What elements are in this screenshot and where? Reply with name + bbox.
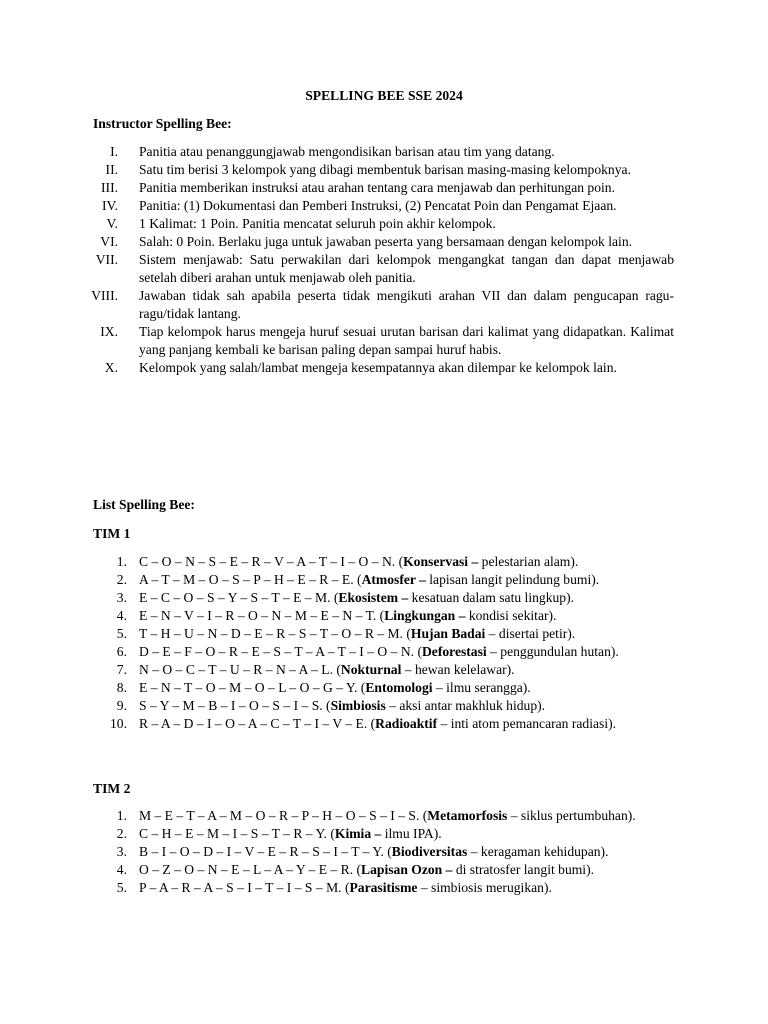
item-number: 8. bbox=[116, 680, 127, 695]
keyword: Atmosfer – bbox=[361, 572, 426, 587]
rule-item bbox=[0, 197, 768, 215]
rules-list bbox=[0, 143, 768, 377]
spelling-item bbox=[0, 861, 768, 879]
item-number: 2. bbox=[116, 826, 127, 841]
spelled-letters: S – Y – M – B – I – O – S – I – S. ( bbox=[139, 698, 331, 713]
item-number: 1. bbox=[116, 554, 127, 569]
spelling-item bbox=[0, 825, 768, 843]
definition: ilmu IPA). bbox=[381, 826, 442, 841]
rule-number: VII. bbox=[95, 252, 118, 267]
item-number: 3. bbox=[116, 590, 127, 605]
item-text bbox=[139, 643, 674, 661]
definition: – inti atom pemancaran radiasi). bbox=[437, 716, 617, 731]
item-text bbox=[139, 715, 674, 733]
rule-item bbox=[0, 359, 768, 377]
spelling-item bbox=[0, 679, 768, 697]
item-number: 5. bbox=[116, 880, 127, 895]
rule-text: 1 Kalimat: 1 Poin. Panitia mencatat seluruh poin akhir kelompok. bbox=[139, 216, 496, 231]
list-heading: List Spelling Bee: bbox=[93, 497, 195, 512]
rule-number: IV. bbox=[102, 198, 118, 213]
spelled-letters: T – H – U – N – D – E – R – S – T – O – R – M. ( bbox=[139, 626, 411, 641]
tim1-word-list bbox=[0, 553, 768, 733]
spelling-item bbox=[0, 643, 768, 661]
keyword: Lapisan Ozon – bbox=[361, 862, 453, 877]
rule-number: II. bbox=[105, 162, 118, 177]
definition: pelestarian alam). bbox=[478, 554, 579, 569]
spelled-letters: B – I – O – D – I – V – E – R – S – I – T – Y. ( bbox=[139, 844, 392, 859]
rule-item bbox=[0, 143, 768, 161]
item-text bbox=[139, 625, 674, 643]
item-text bbox=[139, 661, 674, 679]
rule-number: III. bbox=[101, 180, 118, 195]
item-text bbox=[139, 553, 674, 571]
tim2-heading: TIM 2 bbox=[93, 781, 131, 796]
spelling-item bbox=[0, 879, 768, 897]
rule-item bbox=[0, 251, 768, 287]
rule-number: IX. bbox=[100, 324, 118, 339]
keyword: Hujan Badai bbox=[410, 626, 486, 641]
keyword: Parasitisme bbox=[349, 880, 418, 895]
definition: – keragaman kehidupan). bbox=[467, 844, 609, 859]
spelled-letters: P – A – R – A – S – I – T – I – S – M. ( bbox=[139, 880, 350, 895]
keyword: Deforestasi bbox=[421, 644, 487, 659]
spelling-item bbox=[0, 571, 768, 589]
keyword: Entomologi bbox=[365, 680, 433, 695]
rule-item bbox=[0, 323, 768, 359]
rule-item bbox=[0, 287, 768, 323]
item-text bbox=[139, 825, 674, 843]
keyword: Nokturnal bbox=[340, 662, 402, 677]
item-text bbox=[139, 589, 674, 607]
definition: – hewan kelelawar). bbox=[401, 662, 515, 677]
definition: lapisan langit pelindung bumi). bbox=[425, 572, 600, 587]
item-text bbox=[139, 843, 674, 861]
keyword: Konservasi – bbox=[403, 554, 479, 569]
rule-item bbox=[0, 215, 768, 233]
spelling-item bbox=[0, 807, 768, 825]
item-number: 7. bbox=[116, 662, 127, 677]
spelling-item bbox=[0, 661, 768, 679]
rule-text: Satu tim berisi 3 kelompok yang dibagi membentuk barisan masing-masing kelompoknya. bbox=[139, 162, 631, 177]
tim1-heading: TIM 1 bbox=[93, 526, 131, 541]
definition: di stratosfer langit bumi). bbox=[452, 862, 595, 877]
rule-item bbox=[0, 161, 768, 179]
rule-text: Salah: 0 Poin. Berlaku juga untuk jawaban peserta yang bersamaan dengan kelompok lain. bbox=[139, 234, 633, 249]
item-text bbox=[139, 861, 674, 879]
item-text bbox=[139, 879, 674, 897]
definition: – simbiosis merugikan). bbox=[417, 880, 552, 895]
spelling-item bbox=[0, 607, 768, 625]
definition: – ilmu serangga). bbox=[432, 680, 531, 695]
spelled-letters: D – E – F – O – R – E – S – T – A – T – I – O – N. ( bbox=[139, 644, 422, 659]
rule-text: Tiap kelompok harus mengeja huruf sesuai urutan barisan dari kalimat yang didapatkan. Kalimat yang panjang kembali ke barisan paling depan sampai huruf habis. bbox=[139, 324, 674, 357]
definition: kesatuan dalam satu lingkup). bbox=[408, 590, 575, 605]
item-text bbox=[139, 679, 674, 697]
definition: – siklus pertumbuhan). bbox=[507, 808, 636, 823]
definition: – aksi antar makhluk hidup). bbox=[385, 698, 546, 713]
rule-text: Panitia memberikan instruksi atau arahan tentang cara menjawab dan perhitungan poin. bbox=[139, 180, 615, 195]
item-text bbox=[139, 571, 674, 589]
definition: kondisi sekitar). bbox=[465, 608, 557, 623]
instructor-heading: Instructor Spelling Bee: bbox=[93, 116, 232, 131]
spelling-item bbox=[0, 715, 768, 733]
keyword: Metamorfosis bbox=[427, 808, 508, 823]
keyword: Kimia – bbox=[334, 826, 382, 841]
spelled-letters: N – O – C – T – U – R – N – A – L. ( bbox=[139, 662, 341, 677]
spelling-item bbox=[0, 697, 768, 715]
rule-text: Panitia: (1) Dokumentasi dan Pemberi Instruksi, (2) Pencatat Poin dan Pengamat Ejaan. bbox=[139, 198, 617, 213]
item-number: 4. bbox=[116, 608, 127, 623]
rule-number: X. bbox=[104, 360, 118, 375]
item-number: 10. bbox=[110, 716, 127, 731]
definition: – penggundulan hutan). bbox=[486, 644, 619, 659]
item-number: 5. bbox=[116, 626, 127, 641]
spelling-item bbox=[0, 843, 768, 861]
keyword: Radioaktif bbox=[375, 716, 438, 731]
spelled-letters: E – C – O – S – Y – S – T – E – M. ( bbox=[139, 590, 339, 605]
spelled-letters: E – N – V – I – R – O – N – M – E – N – T. ( bbox=[139, 608, 385, 623]
keyword: Simbiosis bbox=[330, 698, 386, 713]
spelled-letters: M – E – T – A – M – O – R – P – H – O – S – I – S. ( bbox=[139, 808, 428, 823]
rule-text: Kelompok yang salah/lambat mengeja kesempatannya akan dilempar ke kelompok lain. bbox=[139, 360, 617, 375]
item-number: 6. bbox=[116, 644, 127, 659]
item-number: 1. bbox=[116, 808, 127, 823]
item-text bbox=[139, 807, 674, 825]
rule-number: V. bbox=[106, 216, 118, 231]
item-number: 2. bbox=[116, 572, 127, 587]
spelled-letters: O – Z – O – N – E – L – A – Y – E – R. ( bbox=[139, 862, 362, 877]
rule-item bbox=[0, 233, 768, 251]
item-number: 4. bbox=[116, 862, 127, 877]
item-text bbox=[139, 607, 674, 625]
rule-item bbox=[0, 179, 768, 197]
keyword: Biodiversitas bbox=[391, 844, 468, 859]
rule-text: Jawaban tidak sah apabila peserta tidak mengikuti arahan VII dan dalam pengucapan ragu-ragu/tidak lantang. bbox=[139, 288, 674, 321]
spelled-letters: C – H – E – M – I – S – T – R – Y. ( bbox=[139, 826, 335, 841]
rule-number: VI. bbox=[100, 234, 118, 249]
spelled-letters: C – O – N – S – E – R – V – A – T – I – O – N. ( bbox=[139, 554, 404, 569]
spelled-letters: E – N – T – O – M – O – L – O – G – Y. ( bbox=[139, 680, 366, 695]
rule-text: Sistem menjawab: Satu perwakilan dari kelompok mengangkat tangan dan dapat menjawab setelah diberi arahan untuk menjawab oleh panitia. bbox=[139, 252, 674, 285]
spelling-item bbox=[0, 589, 768, 607]
keyword: Lingkungan – bbox=[384, 608, 466, 623]
spelling-item bbox=[0, 625, 768, 643]
rule-text: Panitia atau penanggungjawab mengondisikan barisan atau tim yang datang. bbox=[139, 144, 555, 159]
item-number: 3. bbox=[116, 844, 127, 859]
item-number: 9. bbox=[116, 698, 127, 713]
rule-number: I. bbox=[110, 144, 118, 159]
tim2-word-list bbox=[0, 807, 768, 897]
spelled-letters: A – T – M – O – S – P – H – E – R – E. ( bbox=[139, 572, 362, 587]
rule-number: VIII. bbox=[91, 288, 118, 303]
document-title: SPELLING BEE SSE 2024 bbox=[305, 88, 463, 103]
definition: – disertai petir). bbox=[485, 626, 576, 641]
keyword: Ekosistem – bbox=[338, 590, 409, 605]
item-text bbox=[139, 697, 674, 715]
spelling-item bbox=[0, 553, 768, 571]
spelled-letters: R – A – D – I – O – A – C – T – I – V – E. ( bbox=[139, 716, 376, 731]
